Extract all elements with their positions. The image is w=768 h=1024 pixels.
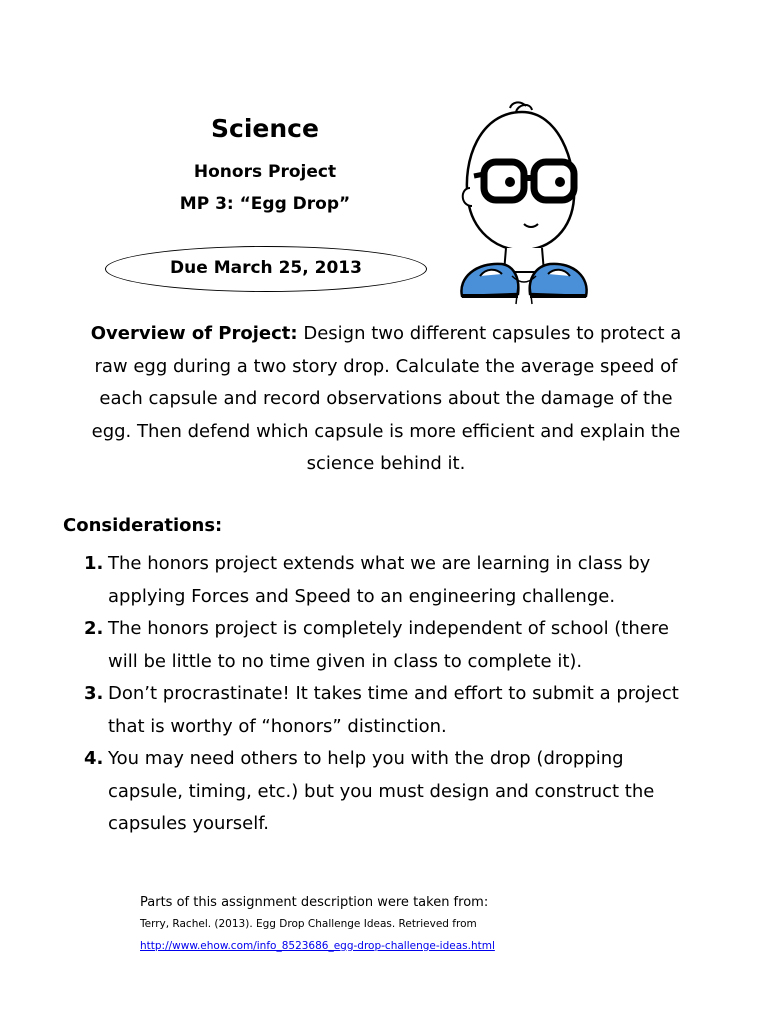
list-item	[84, 678, 704, 743]
sources-heading: Parts of this assignment description were taken from:	[140, 895, 489, 910]
project-name: MP 3: “Egg Drop”	[179, 194, 351, 214]
list-item-text: You may need others to help you with the drop (dropping capsule, timing, etc.) but you must design and construct the capsules yourself.	[108, 748, 655, 834]
list-item	[84, 548, 704, 613]
due-date: Due March 25, 2013	[170, 258, 362, 278]
list-item-text: The honors project is completely independent of school (there will be little to no time given in class to complete it).	[108, 618, 669, 672]
overview-paragraph	[80, 318, 692, 481]
list-item-text: The honors project extends what we are learning in class by applying Forces and Speed to an engineering challenge.	[108, 553, 651, 607]
overview-text: Design two different capsules to protect a raw egg during a two story drop. Calculate the average speed of each capsule and record observations about the damage of the egg. Then defend which capsule is more efficient and explain the science behind it.	[91, 323, 682, 474]
considerations-heading: Considerations:	[63, 515, 223, 536]
overview-label: Overview of Project:	[90, 323, 298, 344]
project-type: Honors Project	[193, 162, 337, 182]
list-item-number: 1.	[84, 553, 104, 574]
list-item-number: 4.	[84, 748, 104, 769]
source-citation: Terry, Rachel. (2013). Egg Drop Challenge Ideas. Retrieved from	[140, 918, 477, 930]
list-item-number: 3.	[84, 683, 104, 704]
list-item	[84, 743, 704, 841]
source-link[interactable]: http://www.ehow.com/info_8523686_egg-drop-challenge-ideas.html	[140, 940, 495, 952]
sources-block	[140, 892, 640, 957]
considerations-list	[84, 548, 704, 841]
list-item	[84, 613, 704, 678]
page-title: Science	[211, 114, 319, 143]
list-item-text: Don’t procrastinate! It takes time and effort to submit a project that is worthy of “honors” distinction.	[108, 683, 679, 737]
list-item-number: 2.	[84, 618, 104, 639]
egg-character-with-glasses-icon	[440, 100, 600, 310]
